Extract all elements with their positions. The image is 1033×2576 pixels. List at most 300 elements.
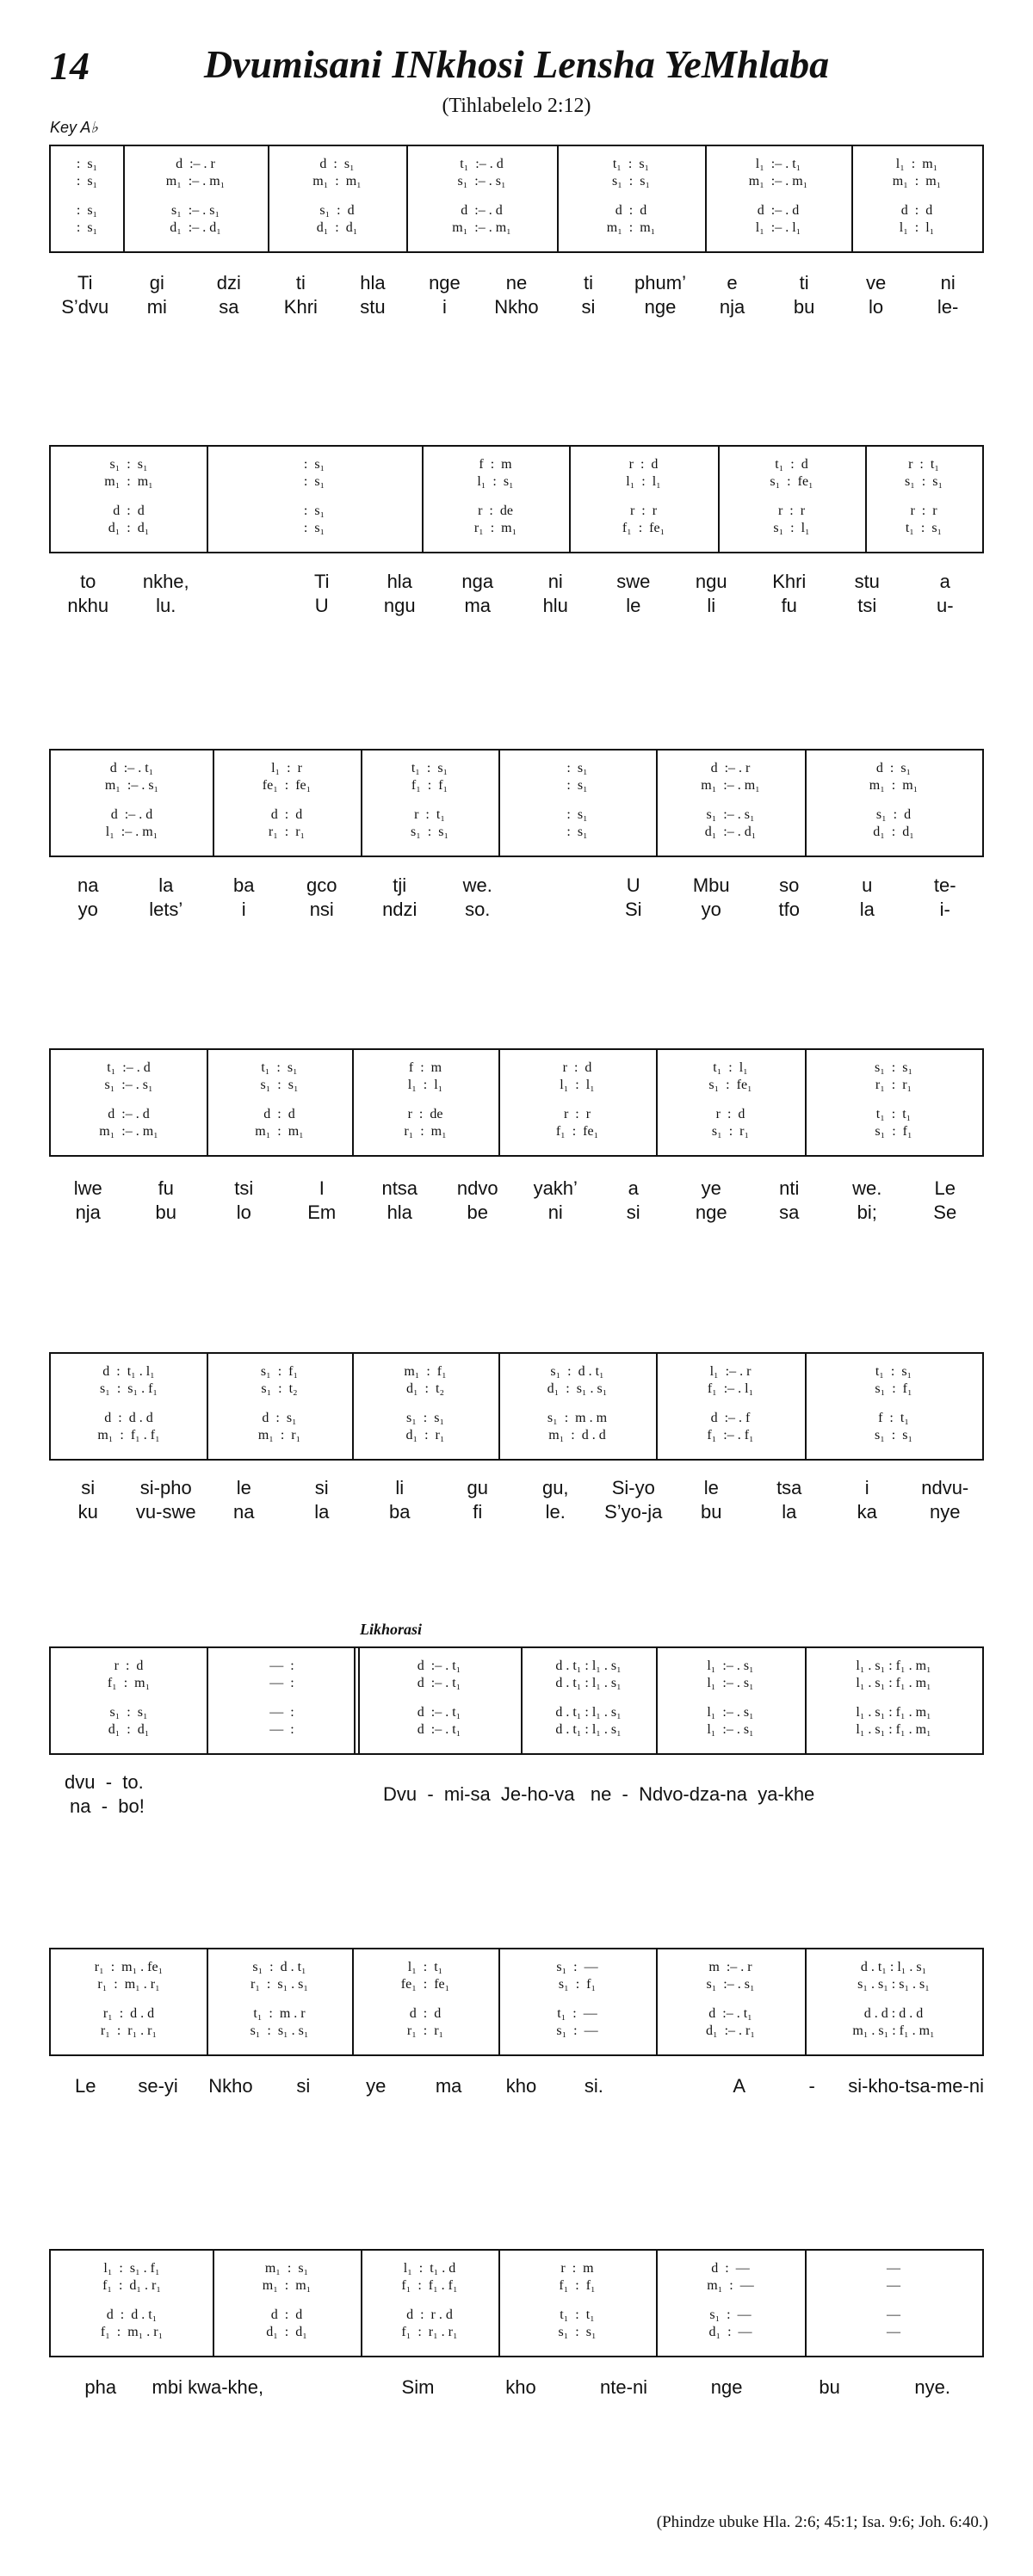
- lyric-syllable: le.: [545, 1501, 566, 1523]
- lyric-syllable: la: [782, 1501, 797, 1523]
- solfa-note: d₁ : —: [708, 2325, 752, 2339]
- solfa-note: s₁ :– . s₁: [457, 174, 506, 188]
- solfa-note: d : d: [270, 807, 303, 822]
- lyric-syllable: na: [233, 1501, 255, 1523]
- lyric-syllable: nge: [710, 2376, 743, 2398]
- solfa-note: d :– . f: [710, 1411, 751, 1425]
- lyric-syllable: yakh’: [533, 1177, 578, 1199]
- solfa-note: s₁ : f₁: [260, 1364, 299, 1379]
- lyric-syllable: nye: [930, 1501, 961, 1523]
- staff-system: [49, 445, 984, 553]
- footnote: (Phindze ubuke Hla. 2:6; 45:1; Isa. 9:6; Joh. 6:40.): [656, 2513, 988, 2531]
- lyric-syllable: bu: [155, 1202, 176, 1223]
- chorus-label: Likhorasi: [360, 1621, 423, 1638]
- lyric-line: [49, 874, 984, 898]
- lyric-syllable: nsi: [309, 899, 334, 920]
- solfa-note: t₁ : l₁: [713, 1060, 748, 1075]
- solfa-note: d . d : d . d: [863, 2006, 924, 2021]
- lyric-syllable: si: [81, 1477, 96, 1498]
- solfa-note: s₁ : d . t₁: [550, 1364, 604, 1379]
- solfa-note: s₁ : fe₁: [770, 474, 813, 489]
- solfa-note: d₁ : d₁: [316, 220, 358, 235]
- solfa-note: d : t₁ . l₁: [102, 1364, 155, 1379]
- lyric-syllable: we.: [462, 874, 492, 896]
- solfa-note: d : d: [409, 2006, 442, 2021]
- solfa-note: t₁ : s₁: [411, 761, 448, 775]
- solfa-note: s₁ : f₁: [558, 1977, 597, 1992]
- solfa-note: d : s₁: [262, 1411, 297, 1425]
- lyric-syllable: [205, 594, 283, 618]
- lyric-syllable: le: [236, 1477, 251, 1498]
- solfa-note: d :– . t₁: [708, 2006, 752, 2021]
- lyric-syllable: Le: [934, 1177, 956, 1199]
- solfa-note: m₁ :– . m₁: [701, 778, 760, 793]
- lyric-syllable: [630, 2074, 702, 2098]
- lyric-syllable: li: [707, 595, 716, 616]
- lyric-syllable: ye: [701, 1177, 721, 1199]
- solfa-note: t₁ : s₁: [905, 521, 943, 535]
- lyric-line: [49, 1476, 984, 1500]
- lyric-syllable: Ti: [313, 571, 330, 592]
- solfa-note: l₁ :– . s₁: [707, 1722, 754, 1737]
- lyric-line: na - bo!: [70, 1795, 145, 1817]
- lyric-syllable: be: [467, 1202, 488, 1223]
- solfa-note: f₁ : f₁: [411, 778, 448, 793]
- solfa-note: m₁ : —: [707, 2278, 754, 2293]
- solfa-note: l₁ . s₁ : f₁ . m₁: [856, 1722, 931, 1737]
- lyric-syllable: Khri: [772, 571, 807, 592]
- lyric-syllable: gco: [306, 874, 337, 896]
- solfa-note: s₁ : t₂: [261, 1381, 298, 1396]
- solfa-note: t₁ : s₁: [875, 1364, 912, 1379]
- lyric-line: [49, 594, 984, 618]
- solfa-note: m₁ : f₁ . f₁: [97, 1428, 160, 1442]
- solfa-note: l₁ . s₁ : f₁ . m₁: [856, 1659, 931, 1673]
- lyric-syllable: si-kho-tsa-me-ni: [848, 2075, 984, 2097]
- lyric-syllable: ni: [547, 1202, 563, 1223]
- solfa-note: d₁ : d₁: [108, 1722, 150, 1737]
- solfa-note: — :: [269, 1676, 294, 1690]
- lyric-syllable: si: [581, 296, 596, 318]
- solfa-note: d : d: [263, 1107, 295, 1121]
- lyric-syllable: nge: [644, 296, 677, 318]
- solfa-note: s₁ : r₁: [711, 1124, 750, 1139]
- lyric-syllable: swe: [616, 571, 651, 592]
- solfa-note: l₁ : t₁ . d: [403, 2261, 456, 2276]
- lyric-syllable: a: [939, 571, 950, 592]
- lyric-syllable: we.: [852, 1177, 882, 1199]
- lyric-syllable: phum’: [634, 272, 686, 293]
- lyric-syllable: na: [77, 874, 99, 896]
- lyric-syllable: vu-swe: [135, 1501, 196, 1523]
- lyric-syllable: ne: [505, 272, 528, 293]
- lyric-syllable: ve: [865, 272, 887, 293]
- solfa-note: r₁ : m₁: [473, 521, 517, 535]
- lyric-line: [49, 1177, 984, 1201]
- solfa-note: : s₁: [303, 521, 325, 535]
- lyric-syllable: nkhu: [67, 595, 109, 616]
- staff-system: [49, 1352, 984, 1461]
- lyric-syllable: ka: [857, 1501, 877, 1523]
- solfa-note: m₁ :– . m₁: [165, 174, 226, 188]
- solfa-note: m₁ : s₁: [264, 2261, 309, 2276]
- lyric-syllable: a: [628, 1177, 639, 1199]
- solfa-note: f₁ : fe₁: [555, 1124, 599, 1139]
- lyric-syllable: I: [319, 1177, 325, 1199]
- lyric-syllable: Em: [307, 1202, 337, 1223]
- solfa-note: s₁ : d: [319, 203, 355, 218]
- lyric-syllable: Si: [624, 899, 642, 920]
- solfa-note: d₁ :– . d₁: [704, 825, 757, 839]
- lyric-syllable: hla: [387, 1202, 412, 1223]
- lyric-syllable: ma: [435, 2075, 462, 2097]
- lyric-line: [49, 898, 984, 922]
- lyric-syllable: la: [859, 899, 875, 920]
- lyric-line: [49, 1500, 984, 1524]
- solfa-note: r₁ : r₁: [406, 2023, 444, 2038]
- solfa-note: d :– . t₁: [417, 1705, 461, 1720]
- staff-system: [49, 1646, 984, 1755]
- solfa-note: d :– . d: [110, 807, 153, 822]
- solfa-note: — :: [269, 1659, 294, 1673]
- lyric-syllable: si: [296, 2075, 311, 2097]
- lyric-syllable: bu: [819, 2376, 840, 2398]
- solfa-note: : s₁: [566, 807, 588, 822]
- solfa-note: f₁ : f₁ . f₁: [401, 2278, 458, 2293]
- lyric-syllable: stu: [854, 571, 880, 592]
- lyric-syllable: ma: [464, 595, 492, 616]
- solfa-note: : s₁: [303, 474, 325, 489]
- solfa-note: s₁ : s₁: [109, 457, 148, 472]
- lyric-syllable: ndvo: [456, 1177, 498, 1199]
- lyric-syllable: nte-ni: [600, 2376, 648, 2398]
- lyric-syllable: lu.: [156, 595, 176, 616]
- solfa-note: s₁ : s₁ . f₁: [100, 1381, 158, 1396]
- lyric-syllable: tsi: [857, 595, 877, 616]
- solfa-note: : s₁: [303, 457, 325, 472]
- solfa-note: l₁ . s₁ : f₁ . m₁: [856, 1705, 931, 1720]
- solfa-note: d :– . d: [461, 203, 503, 218]
- solfa-note: f₁ : r₁ . r₁: [401, 2325, 458, 2339]
- solfa-note: s₁ : f₁: [875, 1124, 912, 1139]
- solfa-note: l₁ : t₁: [407, 1960, 443, 1974]
- lyric-syllable: nga: [461, 571, 494, 592]
- lyric-syllable: Mbu: [692, 874, 730, 896]
- solfa-note: r : r: [777, 503, 806, 518]
- lyric-syllable: si: [626, 1202, 640, 1223]
- solfa-note: l₁ : l₁: [407, 1078, 443, 1092]
- solfa-note: s₁ : f₁: [875, 1381, 912, 1396]
- lyric-syllable: le-: [937, 296, 959, 318]
- lyric-syllable: nye.: [914, 2376, 950, 2398]
- lyric-syllable: stu: [360, 296, 386, 318]
- lyric-syllable: la: [158, 874, 174, 896]
- lyric-syllable: Nkho: [208, 2075, 253, 2097]
- scripture-subtitle: (Tihlabelelo 2:12): [442, 95, 591, 117]
- lyric-syllable: tsi: [234, 1177, 254, 1199]
- solfa-note: l₁ :– . m₁: [105, 825, 158, 839]
- solfa-note: d : d . d: [104, 1411, 153, 1425]
- lyric-syllable: nge: [429, 272, 461, 293]
- staff-system: [49, 749, 984, 857]
- solfa-note: s₁ : s₁: [558, 2325, 597, 2339]
- lyric-syllable: [205, 570, 283, 594]
- solfa-note: s₁ : s₁ . s₁: [250, 2023, 309, 2038]
- solfa-note: s₁ : s₁: [874, 1060, 913, 1075]
- solfa-note: m₁ : m₁: [104, 474, 153, 489]
- lyric-syllable: tsa: [776, 1477, 802, 1498]
- solfa-note: l₁ : s₁ . f₁: [103, 2261, 160, 2276]
- lyric-line: [49, 295, 984, 319]
- solfa-note: t₁ :– . d: [460, 157, 504, 171]
- solfa-note: d : d . t₁: [106, 2307, 158, 2322]
- lyric-syllable: ndvu-: [921, 1477, 969, 1498]
- staff-system: [49, 2249, 984, 2357]
- solfa-note: d₁ : d₁: [266, 2325, 307, 2339]
- lyric-syllable: si: [314, 1477, 329, 1498]
- solfa-note: s₁ : s₁: [109, 1705, 148, 1720]
- lyric-syllable: lo: [869, 296, 884, 318]
- lyric-syllable: i: [864, 1477, 869, 1498]
- solfa-note: d : r . d: [406, 2307, 453, 2322]
- solfa-note: s₁ : s₁: [260, 1078, 299, 1092]
- solfa-note: r : de: [478, 503, 513, 518]
- staff-system: [49, 1948, 984, 2056]
- solfa-note: d . t₁ : l₁ . s₁: [555, 1705, 622, 1720]
- solfa-note: d : s₁: [319, 157, 355, 171]
- solfa-note: r : r: [910, 503, 937, 518]
- solfa-note: l₁ : r: [271, 761, 302, 775]
- lyric-syllable: fu: [781, 595, 797, 616]
- lyric-syllable: i-: [939, 899, 950, 920]
- lyric-syllable: bu: [701, 1501, 722, 1523]
- lyric-line: [49, 1201, 984, 1225]
- solfa-note: s₁ : —: [556, 2023, 598, 2038]
- solfa-note: l₁ : m₁: [895, 157, 938, 171]
- lyric-syllable: yo: [701, 899, 721, 920]
- solfa-note: m₁ :– . m₁: [452, 220, 511, 235]
- solfa-note: : s₁: [303, 503, 325, 518]
- solfa-note: t₁ : s₁: [612, 157, 650, 171]
- solfa-note: l₁ :– . r: [709, 1364, 752, 1379]
- solfa-note: m₁ : m₁: [869, 778, 919, 793]
- solfa-note: r₁ : d . d: [102, 2006, 155, 2021]
- lyric-line: [49, 2074, 984, 2098]
- lyric-syllable: [516, 898, 595, 922]
- solfa-note: s₁ : s₁: [874, 1428, 913, 1442]
- solfa-note: s₁ : s₁: [405, 1411, 445, 1425]
- lyric-syllable: ndzi: [382, 899, 418, 920]
- solfa-note: d :– . d: [757, 203, 800, 218]
- chorus-lyric-line: Dvu - mi-sa Je-ho-va ne - Ndvo-dza-na ya-khe: [383, 1783, 815, 1805]
- solfa-note: d : d: [270, 2307, 303, 2322]
- solfa-note: s₁ :– . s₁: [104, 1078, 153, 1092]
- lyric-syllable: ti: [295, 272, 306, 293]
- lyric-syllable: li: [395, 1477, 405, 1498]
- lyric-syllable: i: [241, 899, 246, 920]
- lyric-syllable: U: [626, 874, 640, 896]
- lyric-syllable: ba: [389, 1501, 411, 1523]
- staff-system: [49, 145, 984, 253]
- solfa-note: s₁ : —: [709, 2307, 752, 2322]
- lyric-syllable: ye: [366, 2075, 387, 2097]
- solfa-note: m₁ : d . d: [548, 1428, 606, 1442]
- lyric-syllable: to: [80, 571, 96, 592]
- solfa-note: r : r: [563, 1107, 591, 1121]
- solfa-note: — :: [269, 1722, 294, 1737]
- lyric-syllable: nja: [719, 296, 745, 318]
- lyric-syllable: nja: [75, 1202, 101, 1223]
- lyric-syllable: mbi kwa-khe,: [152, 2376, 264, 2398]
- solfa-note: r : de: [407, 1107, 443, 1121]
- solfa-note: d . t₁ : l₁ . s₁: [555, 1676, 622, 1690]
- lyric-syllable: ngu: [383, 595, 416, 616]
- solfa-note: d₁ :– . r₁: [706, 2023, 755, 2038]
- lyric-syllable: pha: [84, 2376, 117, 2398]
- solfa-note: f₁ : d₁ . r₁: [102, 2278, 161, 2293]
- lyric-syllable: tji: [393, 874, 407, 896]
- solfa-note: : s₁: [76, 203, 98, 218]
- solfa-note: t₁ :– . d: [107, 1060, 151, 1075]
- solfa-note: m₁ : m₁: [262, 2278, 312, 2293]
- solfa-note: f : m: [479, 457, 512, 472]
- solfa-note: : s₁: [76, 220, 98, 235]
- lyric-syllable: ti: [583, 272, 593, 293]
- solfa-note: s₁ : fe₁: [708, 1078, 752, 1092]
- lyric-syllable: ti: [799, 272, 809, 293]
- solfa-note: t₁ : t₁: [560, 2307, 595, 2322]
- lyric-syllable: so: [779, 874, 800, 896]
- solfa-note: m₁ : r₁: [257, 1428, 301, 1442]
- lyric-syllable: fu: [158, 1177, 174, 1199]
- lyric-syllable: Si-yo: [611, 1477, 655, 1498]
- lyrics-block: [49, 1476, 984, 1524]
- solfa-note: —: [887, 2325, 900, 2339]
- lyric-syllable: lwe: [73, 1177, 102, 1199]
- solfa-note: : s₁: [566, 825, 588, 839]
- solfa-note: l₁ :– . t₁: [755, 157, 801, 171]
- lyrics-block: [49, 271, 984, 319]
- lyric-syllable: gu: [467, 1477, 488, 1498]
- solfa-note: d :– . r: [176, 157, 215, 171]
- solfa-note: l₁ : s₁: [477, 474, 514, 489]
- lyric-line: dvu - to.: [65, 1771, 144, 1793]
- lyric-syllable: bi;: [857, 1202, 877, 1223]
- hymn-title: Dvumisani INkhosi Lensha YeMhlaba: [203, 42, 830, 86]
- lyric-syllable: si-pho: [139, 1477, 192, 1498]
- lyric-syllable: so.: [465, 899, 491, 920]
- solfa-note: s₁ . s₁ : s₁ . s₁: [857, 1977, 930, 1992]
- lyric-syllable: yo: [77, 899, 98, 920]
- solfa-note: t₁ : d: [775, 457, 808, 472]
- lyric-syllable: le: [703, 1477, 719, 1498]
- solfa-note: m :– . r: [708, 1960, 752, 1974]
- lyrics-block: [49, 570, 984, 618]
- lyric-syllable: [263, 2375, 367, 2400]
- solfa-note: : s₁: [76, 174, 98, 188]
- solfa-note: m₁ : m₁: [255, 1124, 304, 1139]
- solfa-note: d . t₁ : l₁ . s₁: [555, 1722, 622, 1737]
- lyric-syllable: ba: [233, 874, 255, 896]
- solfa-note: r₁ : s₁ . s₁: [251, 1977, 308, 1992]
- lyric-syllable: u-: [936, 595, 954, 616]
- lyric-syllable: lets’: [149, 899, 183, 920]
- lyrics-block: [49, 2375, 984, 2400]
- page-number: 14: [50, 44, 90, 88]
- solfa-note: r₁ : r₁: [875, 1078, 912, 1092]
- lyric-syllable: te-: [933, 874, 956, 896]
- lyric-line: [49, 271, 984, 295]
- solfa-note: s₁ :– . s₁: [706, 1977, 755, 1992]
- solfa-note: f₁ : f₁: [559, 2278, 596, 2293]
- lyric-syllable: si.: [584, 2075, 603, 2097]
- lyric-syllable: se-yi: [138, 2075, 178, 2097]
- key-signature: Key A♭: [50, 119, 98, 136]
- solfa-note: t₁ : m . r: [253, 2006, 306, 2021]
- lyric-syllable: ni: [940, 272, 956, 293]
- solfa-note: d :– . t₁: [109, 761, 154, 775]
- lyric-syllable: U: [314, 595, 329, 616]
- solfa-note: d : d: [900, 203, 933, 218]
- lyric-syllable: gi: [149, 272, 164, 293]
- lyric-syllable: hlu: [542, 595, 568, 616]
- solfa-note: m₁ :– . m₁: [748, 174, 808, 188]
- solfa-note: t₁ : t₁: [875, 1107, 912, 1121]
- solfa-note: r : d: [114, 1659, 144, 1673]
- solfa-note: m₁ :– . m₁: [99, 1124, 158, 1139]
- lyric-syllable: lo: [236, 1202, 251, 1223]
- solfa-note: d₁ :– . d₁: [170, 220, 221, 235]
- solfa-note: s₁ : d: [875, 807, 912, 822]
- solfa-note: l₁ : l₁: [560, 1078, 595, 1092]
- solfa-note: d₁ : r₁: [405, 1428, 445, 1442]
- solfa-note: d :– . t₁: [417, 1722, 461, 1737]
- solfa-note: l₁ . s₁ : f₁ . m₁: [856, 1676, 931, 1690]
- solfa-note: r₁ : r₁: [268, 825, 306, 839]
- lyric-syllable: e: [727, 272, 738, 293]
- solfa-note: r : d: [715, 1107, 745, 1121]
- lyric-syllable: hla: [387, 571, 412, 592]
- solfa-note: —: [887, 2278, 900, 2293]
- solfa-note: s₁ : s₁: [904, 474, 943, 489]
- lyric-syllable: -: [808, 2075, 815, 2097]
- solfa-note: r₁ : m₁: [404, 1124, 447, 1139]
- solfa-note: l₁ : l₁: [626, 474, 661, 489]
- lyric-syllable: Nkho: [494, 296, 539, 318]
- solfa-note: f₁ :– . f₁: [707, 1428, 754, 1442]
- lyric-syllable: le: [626, 595, 641, 616]
- staff-system: [49, 1048, 984, 1157]
- solfa-note: f : t₁: [878, 1411, 909, 1425]
- lyric-syllable: S’yo-ja: [604, 1501, 663, 1523]
- solfa-note: m₁ : m₁: [312, 174, 362, 188]
- solfa-note: : s₁: [566, 778, 588, 793]
- solfa-note: s₁ : l₁: [773, 521, 810, 535]
- lyric-syllable: kho: [505, 2075, 537, 2097]
- solfa-note: d : —: [711, 2261, 750, 2276]
- solfa-note: : s₁: [566, 761, 588, 775]
- solfa-note: r : t₁: [414, 807, 445, 822]
- solfa-note: d :– . d: [108, 1107, 150, 1121]
- lyric-syllable: Se: [933, 1202, 957, 1223]
- lyric-syllable: [516, 874, 595, 898]
- lyric-syllable: ngu: [695, 571, 727, 592]
- solfa-note: r : d: [562, 1060, 592, 1075]
- solfa-note: s₁ :– . s₁: [706, 807, 755, 822]
- solfa-note: l₁ :– . l₁: [755, 220, 801, 235]
- lyric-syllable: ku: [77, 1501, 98, 1523]
- solfa-note: d : d: [615, 203, 647, 218]
